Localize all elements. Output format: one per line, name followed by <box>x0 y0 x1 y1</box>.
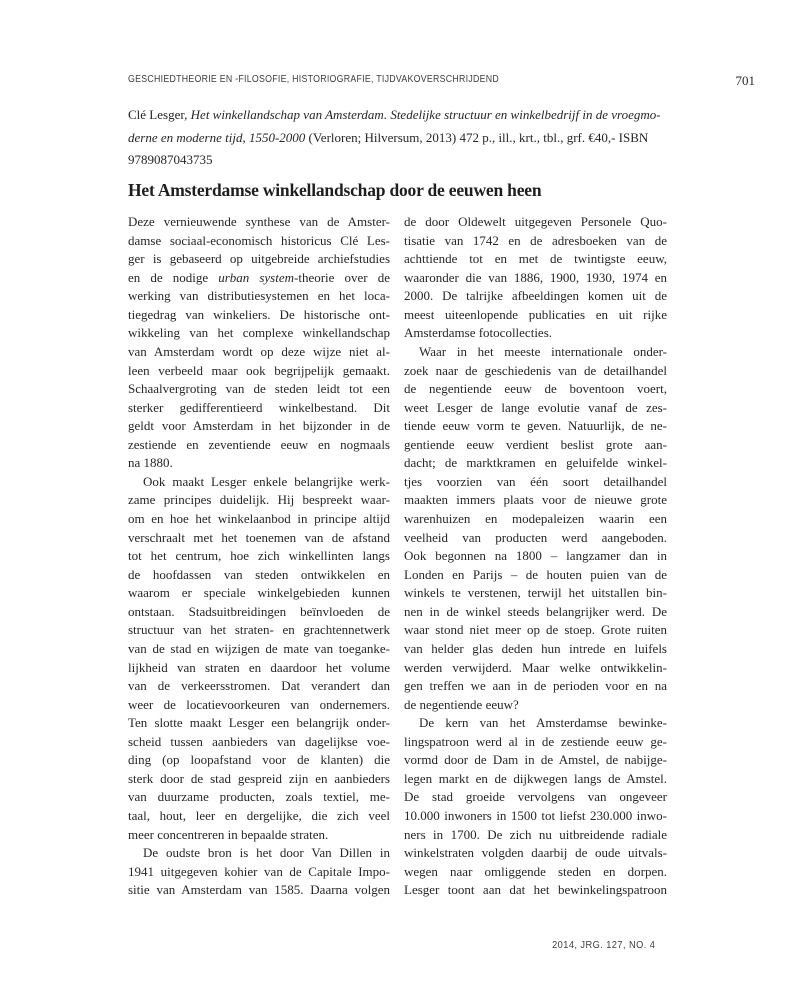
text-line <box>404 844 667 863</box>
text-segment: Ook begonnen na 1800 – langzamer dan in <box>404 548 667 564</box>
text-segment: legen markt en de dijkwegen langs de Amstel. <box>404 770 667 786</box>
text-segment: om en hoe het winkelaanbod in principe altijd <box>128 511 390 526</box>
text-line <box>404 733 667 752</box>
text-line <box>128 751 390 770</box>
text-segment: lingspatroon werd al in de zestiende eeuw ge- <box>404 733 667 749</box>
text-line <box>404 362 667 381</box>
text-line <box>128 213 390 232</box>
text-line <box>404 417 667 436</box>
text-segment: zoek naar de geschiedenis van de detailhandel <box>404 362 667 378</box>
text-segment: achttiende tot en met de twintigste eeuw, <box>404 251 667 267</box>
text-line <box>404 640 667 659</box>
text-line <box>404 751 667 770</box>
text-segment: na 1880. <box>128 455 173 471</box>
text-segment: damse sociaal-economisch historicus Clé Les- <box>128 232 390 248</box>
text-line <box>128 306 390 325</box>
text-segment: zestiende en zeventiende eeuw en nogmaals <box>128 436 390 452</box>
text-line <box>128 733 390 752</box>
text-line <box>128 491 390 510</box>
text-segment: tisatie van 1742 en de adresboeken van de <box>404 232 667 248</box>
text-segment: weet Lesger de lange evolutie vanaf de zes- <box>404 399 667 415</box>
text-segment: 2000. De talrijke afbeeldingen komen uit de <box>404 288 667 304</box>
text-segment: verschraalt met het toenemen van de afstand <box>128 529 390 545</box>
book-citation <box>128 104 668 172</box>
text-segment: Ten slotte maakt Lesger een belangrijk onder- <box>128 715 390 731</box>
text-segment: structuur van het straten- en grachtennetwerk <box>128 622 390 638</box>
text-segment: Clé Lesger, <box>128 107 191 122</box>
text-segment: de door Oldewelt uitgegeven Personele Quo- <box>404 214 667 229</box>
text-line <box>404 881 667 900</box>
text-segment: maakten immers plaats voor de nieuwe grote <box>404 492 667 508</box>
text-line <box>128 510 390 529</box>
text-segment: werking van distributiesystemen en het loca- <box>128 288 390 304</box>
text-line <box>128 603 390 622</box>
text-segment: sterk door de stad gespreid zijn en aanbieders <box>128 770 390 786</box>
text-line <box>128 127 668 150</box>
article-title: Het Amsterdamse winkellandschap door de eeuwen heen <box>128 180 542 200</box>
text-line <box>128 232 390 251</box>
text-segment: werden verwijderd. Maar welke ontwikkelin- <box>404 659 667 675</box>
text-line <box>128 640 390 659</box>
text-line <box>404 213 667 232</box>
text-line <box>404 566 667 585</box>
text-segment: leen verbeeld maar ook begrijpelijk gemaakt. <box>128 362 390 378</box>
text-segment: De oudste bron is het door Van Dillen in <box>143 845 390 861</box>
italic-text: derne en moderne tijd, 1550-2000 <box>128 129 309 145</box>
text-segment: 1941 uitgegeven kohier van de Capitale Impo- <box>128 863 390 879</box>
text-line <box>128 269 390 288</box>
text-segment: geldt voor Amsterdam in het bijzonder in de <box>128 418 390 434</box>
text-segment: Waar in het meeste internationale onder- <box>419 343 667 359</box>
text-segment: winkelstraten volgden daarbij de oude uitvals- <box>404 845 667 861</box>
running-title: GESCHIEDTHEORIE EN -FILOSOFIE, HISTORIOGRAFIE, TIJDVAKOVERSCHRIJDEND <box>128 74 499 85</box>
text-segment: -theorie over de <box>294 269 390 285</box>
text-line <box>404 529 667 548</box>
text-line <box>404 250 667 269</box>
text-segment: Schaalvergroting van de steden leidt tot een <box>128 381 390 397</box>
text-segment: sterker gedifferentieerd winkelbestand. Dit <box>128 399 390 415</box>
text-segment: ding (op loopafstand voor de klanten) die <box>128 752 390 768</box>
text-line <box>404 343 667 362</box>
text-segment: van duurzame producten, zoals textiel, me- <box>128 789 390 805</box>
text-line <box>128 250 390 269</box>
text-line <box>404 473 667 492</box>
text-segment: Amsterdamse fotocollecties. <box>404 325 553 341</box>
text-line <box>128 473 390 492</box>
text-segment: warenhuizen en modepaleizen waarin een <box>404 511 667 526</box>
text-line <box>128 659 390 678</box>
text-segment: waar stond niet meer op de stoep. Grote ruiten <box>404 622 667 638</box>
text-line <box>404 399 667 418</box>
text-line <box>404 306 667 325</box>
italic-text: Het winkellandschap van Amsterdam. Stedelijke structuur en winkelbedrijf in de vroegmo- <box>190 107 661 122</box>
text-line <box>128 362 390 381</box>
text-segment: van de stad en wijzigen de mate van toeganke- <box>128 640 390 656</box>
text-segment: Lesger toont aan dat het bewinkelingspatroon <box>404 882 667 898</box>
text-line <box>128 399 390 418</box>
text-segment: meest uiteenlopende publicaties en uit rijke <box>404 306 667 322</box>
text-line <box>128 149 668 172</box>
text-line <box>128 844 390 863</box>
text-line <box>404 807 667 826</box>
body-columns <box>128 213 667 900</box>
text-segment: meer concentreren in bepaalde straten. <box>128 826 329 842</box>
text-segment: De kern van het Amsterdamse bewinke- <box>419 715 667 731</box>
text-line <box>128 714 390 733</box>
text-segment: waaronder die van 1886, 1900, 1930, 1974 en <box>404 269 667 285</box>
text-line <box>404 547 667 566</box>
text-line <box>128 584 390 603</box>
text-segment: (Verloren; Hilversum, 2013) 472 p., ill., krt., tbl., grf. €40,- ISBN <box>308 129 649 145</box>
text-segment: en de nodige <box>128 269 219 285</box>
text-line <box>128 826 390 845</box>
text-line <box>404 454 667 473</box>
page-number: 701 <box>735 73 755 88</box>
text-segment: weer de locatievoorkeuren van ondernemers. <box>128 696 390 712</box>
text-segment: sitie van Amsterdam van 1585. Daarna volgen <box>128 882 390 898</box>
italic-text: urban system <box>218 269 295 285</box>
text-line <box>404 510 667 529</box>
text-line <box>128 863 390 882</box>
text-segment: tot het centrum, hoe zich winkellinten langs <box>128 548 390 564</box>
running-header <box>128 69 550 83</box>
text-line <box>128 324 390 343</box>
text-segment: 9789087043735 <box>128 152 213 167</box>
text-line <box>404 436 667 455</box>
text-segment: winkels te verstenen, terwijl het uitstallen bin- <box>404 585 667 601</box>
text-line <box>128 807 390 826</box>
text-segment: vormd door de Dam in de Amstel, de nabijge- <box>404 752 667 768</box>
text-segment: tjes voorzien van één soort detailhandel <box>404 473 667 489</box>
text-line <box>128 566 390 585</box>
text-line <box>128 287 390 306</box>
text-segment: Ook maakt Lesger enkele belangrijke werk- <box>143 473 390 489</box>
text-line <box>128 417 390 436</box>
text-segment: De stad groeide vervolgens van ongeveer <box>404 789 667 805</box>
text-line <box>128 104 668 127</box>
text-segment: gen treffen we aan in de perioden voor en na <box>404 678 667 694</box>
text-line <box>404 621 667 640</box>
text-segment: veelheid van producten werd aangeboden. <box>404 529 667 545</box>
text-line <box>128 696 390 715</box>
text-line <box>404 696 667 715</box>
text-line <box>128 454 390 473</box>
text-segment: waarom er speciale winkelgebieden kunnen <box>128 585 390 601</box>
text-line <box>128 621 390 640</box>
text-segment: nen in de winkel steeds belangrijker werd. De <box>404 603 667 619</box>
issue-info: 2014, JRG. 127, NO. 4 <box>551 939 655 951</box>
text-line <box>404 770 667 789</box>
text-line <box>128 677 390 696</box>
text-segment: wikkeling van het complexe winkellandschap <box>128 325 390 341</box>
text-line <box>404 603 667 622</box>
text-segment: van de verkeersstromen. Dat verandert dan <box>128 678 390 694</box>
text-segment: tiegedrag van winkeliers. De historische ont- <box>128 306 390 322</box>
text-segment: taal, hout, leer en dergelijke, die zich veel <box>128 808 390 823</box>
text-line <box>404 491 667 510</box>
text-line <box>404 788 667 807</box>
text-segment: 10.000 inwoners in 1500 tot liefst 230.000 inwo- <box>404 808 667 823</box>
text-line <box>404 659 667 678</box>
text-line <box>404 324 667 343</box>
text-segment: dacht; de marktkramen en geluifelde winkel- <box>404 455 667 471</box>
text-line <box>404 584 667 603</box>
text-segment: lijkheid van straten en daardoor het volume <box>128 659 390 675</box>
text-line <box>404 826 667 845</box>
text-segment: wegen naar omliggende steden en dorpen. <box>404 863 667 879</box>
text-segment: Deze vernieuwende synthese van de Amster- <box>128 214 390 229</box>
text-line <box>404 380 667 399</box>
text-segment: de negentiende eeuw? <box>404 696 519 712</box>
text-line <box>128 547 390 566</box>
text-segment: ger is gebaseerd op uitgebreide archiefstudies <box>128 251 390 267</box>
text-line <box>404 269 667 288</box>
text-segment: zame principes duidelijk. Hij bespreekt waar- <box>128 492 390 508</box>
text-line <box>128 343 390 362</box>
text-segment: tiende eeuw vorm te geven. Natuurlijk, de ne- <box>404 418 667 434</box>
text-segment: van Amsterdam wordt op deze wijze niet al- <box>128 343 390 359</box>
text-segment: ners in 1700. De zich nu uitbreidende radiale <box>404 826 667 842</box>
column-left <box>128 213 390 900</box>
text-line <box>128 788 390 807</box>
text-line <box>128 881 390 900</box>
text-line <box>128 380 390 399</box>
text-line <box>404 714 667 733</box>
text-line <box>404 863 667 882</box>
text-segment: scheid tussen aanbieders van dagelijkse voe- <box>128 733 390 749</box>
text-segment: ontstaan. Stadsuitbreidingen beïnvloeden de <box>128 603 390 619</box>
column-right <box>404 213 667 900</box>
text-segment: gentiende eeuw verdient beslist grote aan- <box>404 436 667 452</box>
text-line <box>404 232 667 251</box>
text-line <box>128 436 390 455</box>
text-segment: van helder glas deden hun intrede en luifels <box>404 640 667 656</box>
text-segment: de negentiende eeuw de boventoon voert, <box>404 381 667 397</box>
text-line <box>404 677 667 696</box>
text-line <box>404 287 667 306</box>
text-segment: de hoofdassen van steden ontwikkelen en <box>128 566 390 582</box>
text-segment: Londen en Parijs – de houten puien van de <box>404 566 667 582</box>
text-line <box>128 770 390 789</box>
text-line <box>128 529 390 548</box>
